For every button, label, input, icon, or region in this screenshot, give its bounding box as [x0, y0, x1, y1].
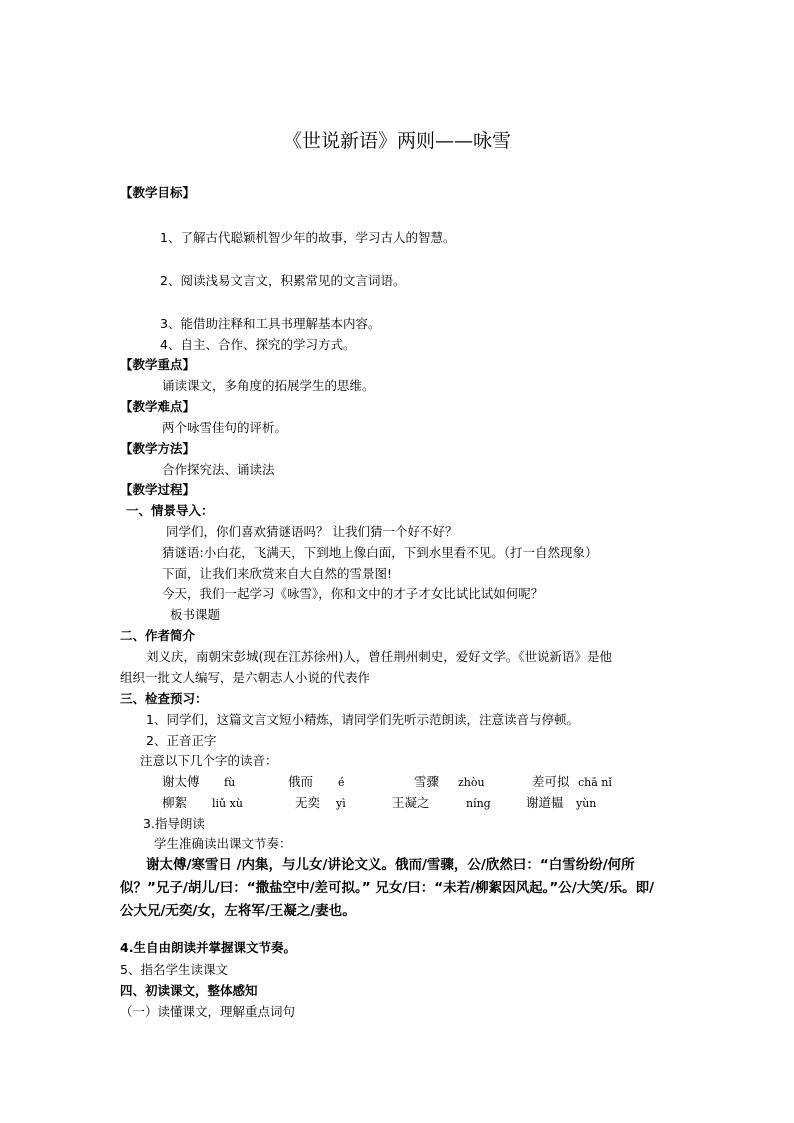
section-3-line: 1、同学们，这篇文言文短小精炼，请同学们先听示范朗读，注意读音与停顿。 — [146, 712, 579, 727]
passage-line: 谢太傅/寒雪日 /内集，与儿女/讲论文义。俄而/雪骤，公/欣然曰：“白雪纷纷/何所 — [146, 857, 635, 873]
pron-pinyin: chā nǐ — [578, 776, 612, 789]
pron-word: 王凝之 — [392, 795, 430, 810]
section-1-heading: 一、情景导入： — [126, 503, 214, 518]
key-points-text: 诵读课文，多角度的拓展学生的思维。 — [162, 378, 375, 393]
pron-word: 谢道韫 — [526, 795, 564, 810]
section-3-line: 学生准确读出课文节奏： — [154, 836, 292, 851]
goals-heading: 【教学目标】 — [120, 185, 196, 200]
pron-word: 俄而 — [288, 774, 314, 789]
section-4-subheading: （一）读懂课文，理解重点词句 — [120, 1004, 296, 1019]
goal-item: 1、了解古代聪颖机智少年的故事，学习古人的智慧。 — [160, 230, 456, 245]
methods-heading: 【教学方法】 — [120, 441, 196, 456]
process-heading: 【教学过程】 — [120, 482, 196, 497]
document-title: 《世说新语》两则——咏雪 — [282, 130, 511, 152]
pron-word: 柳絮 — [162, 795, 188, 810]
pron-pinyin: zhòu — [458, 776, 485, 789]
methods-text: 合作探究法、诵读法 — [162, 462, 275, 477]
section-3-line: 3.指导朗读 — [143, 816, 205, 831]
section-1-line: 猜谜语:小白花，飞满天，下到地上像白面，下到水里看不见。（打一自然现象） — [162, 545, 598, 560]
pron-word: 雪骤 — [414, 774, 440, 789]
pron-pinyin: é — [338, 776, 345, 789]
section-3-line: 5、指名学生读课文 — [120, 962, 228, 977]
pron-pinyin: yì — [336, 797, 346, 810]
section-2-line: 组织一批文人编写，是六朝志人小说的代表作 — [120, 670, 371, 685]
section-1-line: 今天，我们一起学习《咏雪》，你和文中的才子才女比试比试如何呢？ — [162, 586, 544, 601]
key-points-heading: 【教学重点】 — [120, 357, 196, 372]
goal-item: 3、能借助注释和工具书理解基本内容。 — [160, 316, 381, 331]
section-3-heading: 三、检查预习： — [120, 691, 208, 706]
section-1-line: 同学们，你们喜欢猜谜语吗？ 让我们猜一个好不好？ — [166, 524, 458, 539]
difficulties-text: 两个咏雪佳句的评析。 — [162, 420, 288, 435]
section-3-line: 4.生自由朗读并掌握课文节奏。 — [120, 940, 296, 955]
pron-pinyin: níng — [466, 797, 491, 810]
section-3-line: 2、正音正字 — [146, 733, 217, 748]
goal-item: 2、阅读浅易文言文，积累常见的文言词语。 — [160, 273, 406, 288]
goal-item: 4、自主、合作、探究的学习方式。 — [160, 337, 356, 352]
passage-line: 公大兄/无奕/女，左将军/王凝之/妻也。 — [120, 903, 356, 919]
passage-line: 似？”兄子/胡儿/曰：“撒盐空中/差可拟。” 兄女/曰：“未若/柳絮因风起。”公/大笑/乐。即/ — [120, 880, 655, 896]
section-4-heading: 四、初读课文，整体感知 — [120, 983, 258, 998]
pron-pinyin: fù — [224, 776, 236, 789]
section-3-line: 注意以下几个字的读音： — [140, 753, 278, 768]
difficulties-heading: 【教学难点】 — [120, 399, 196, 414]
section-1-line: 下面，让我们来欣赏来自大自然的雪景图! — [162, 566, 393, 581]
section-1-line: 板书课题 — [170, 607, 221, 622]
pron-pinyin: yùn — [576, 797, 597, 810]
pron-word: 无奕 — [295, 795, 321, 810]
pron-word: 谢太傅 — [162, 774, 200, 789]
pron-pinyin: liǔ xù — [212, 797, 243, 810]
section-2-line: 刘义庆，南朝宋彭城(现在江苏徐州)人，曾任荆州刺史，爱好文学。《世说新语》是他 — [146, 649, 613, 664]
section-2-heading: 二、作者简介 — [120, 628, 196, 643]
pron-word: 差可拟 — [532, 774, 570, 789]
